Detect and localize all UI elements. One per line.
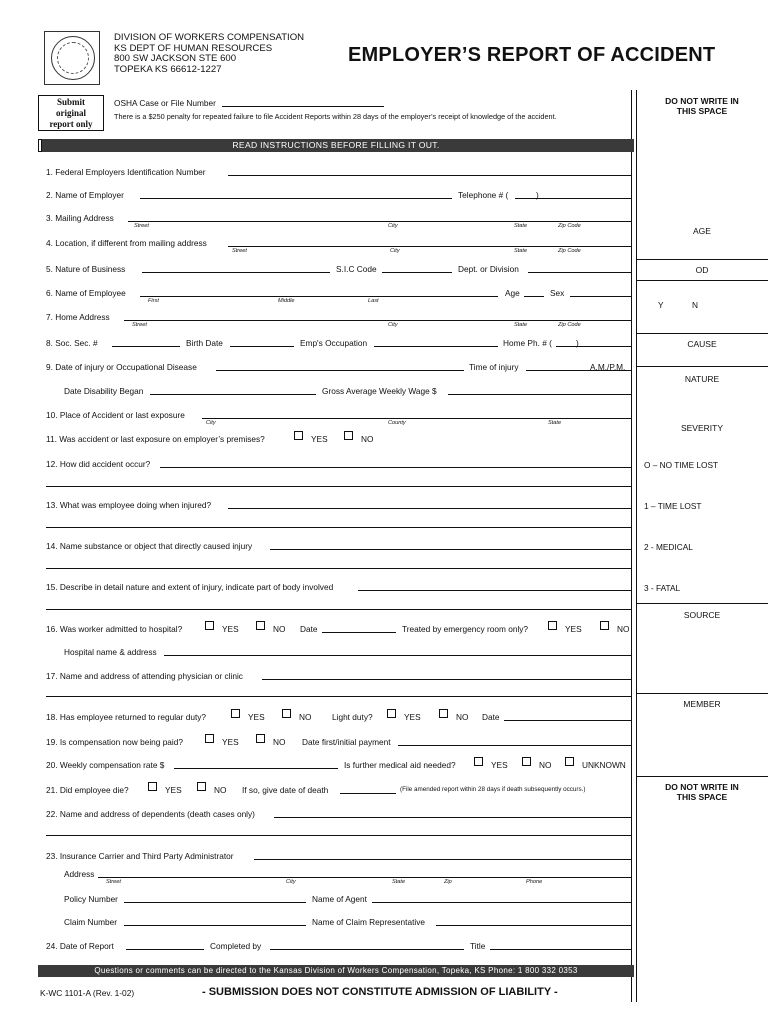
er-yes-checkbox[interactable] (548, 621, 557, 630)
label-location: 4. Location, if different from mailing address (46, 238, 207, 248)
age-input[interactable] (524, 296, 544, 297)
sub-state: State (514, 248, 528, 254)
hospital-name-input[interactable] (164, 655, 632, 656)
comp-yes-checkbox[interactable] (205, 734, 214, 743)
label-first-payment: Date first/initial payment (302, 737, 391, 747)
date-death-input[interactable] (340, 793, 396, 794)
sub-zip: Zip Code (558, 322, 581, 328)
label-date-death: If so, give date of death (242, 785, 329, 795)
sub-first: First (148, 298, 159, 304)
side-member: MEMBER (683, 699, 721, 709)
yes-label: YES (222, 737, 239, 747)
premises-no-checkbox[interactable] (344, 431, 353, 440)
label-birth-date: Birth Date (186, 338, 223, 348)
sub-zip: Zip (444, 879, 452, 885)
label-physician: 17. Name and address of attending physician or clinic (46, 671, 243, 681)
label-compensation-paid: 19. Is compensation now being paid? (46, 737, 183, 747)
no-label: NO (214, 785, 227, 795)
sub-street: Street (134, 223, 149, 229)
sub-last: Last (368, 298, 379, 304)
label-claim-number: Claim Number (64, 917, 118, 927)
label-doing-when-injured: 13. What was employee doing when injured? (46, 500, 212, 510)
label-sic: S.I.C Code (336, 264, 377, 274)
sub-city: City (286, 879, 296, 885)
label-how-occur: 12. How did accident occur? (46, 459, 151, 469)
disability-date-input[interactable] (150, 394, 316, 395)
label-occupation: Emp's Occupation (300, 338, 368, 348)
yes-label: YES (222, 624, 239, 634)
side-divider (637, 280, 768, 281)
die-yes-checkbox[interactable] (148, 782, 157, 791)
submit-line: original (55, 108, 86, 118)
medical-yes-checkbox[interactable] (474, 757, 483, 766)
duty-date-input[interactable] (504, 720, 632, 721)
no-label: NO (361, 434, 374, 444)
label-dependents: 22. Name and address of dependents (death cases only) (46, 809, 255, 819)
org-line: DIVISION OF WORKERS COMPENSATION (114, 32, 305, 43)
home-address-input[interactable] (124, 320, 632, 321)
sub-state: State (392, 879, 406, 885)
side-nature: NATURE (684, 374, 720, 384)
label-ssn: 8. Soc. Sec. # (46, 338, 98, 348)
bar-cap (38, 139, 42, 152)
side-severity: SEVERITY (680, 423, 724, 433)
osha-label: OSHA Case or File Number (114, 98, 216, 108)
side-n: N (692, 300, 698, 310)
label-hospital: 16. Was worker admitted to hospital? (46, 624, 183, 634)
sex-input[interactable] (570, 296, 632, 297)
claim-rep-input[interactable] (436, 925, 632, 926)
org-line: TOPEKA KS 66612-1227 (114, 63, 222, 75)
no-label: NO (539, 760, 552, 770)
no-label: NO (617, 624, 630, 634)
submit-original-box (38, 95, 104, 131)
side-divider (637, 776, 768, 777)
policy-input[interactable] (124, 902, 306, 903)
penalty-note: There is a $250 penalty for repeated failure to file Accident Reports within 28 days of the employer’s receipt of knowledge of the accident. (114, 112, 557, 121)
label-dept: Dept. or Division (458, 264, 519, 274)
duty-yes-checkbox[interactable] (231, 709, 240, 718)
label-insurance: 23. Insurance Carrier and Third Party Administrator (46, 851, 234, 861)
sub-street: Street (106, 879, 121, 885)
label-employer: 2. Name of Employer (46, 190, 124, 200)
injury-detail-input[interactable] (358, 590, 632, 591)
home-phone-input[interactable] (556, 346, 632, 347)
place-accident-input[interactable] (202, 418, 632, 419)
sub-street: Street (132, 322, 147, 328)
ssn-input[interactable] (112, 346, 180, 347)
hospital-yes-checkbox[interactable] (205, 621, 214, 630)
agent-input[interactable] (372, 902, 632, 903)
sub-street: Street (232, 248, 247, 254)
label-fein: 1. Federal Employers Identification Number (46, 167, 206, 177)
sic-input[interactable] (382, 272, 452, 273)
label-date-injury: 9. Date of injury or Occupational Disease (46, 362, 197, 372)
label-date: Date (300, 624, 318, 634)
do-not-write-bottom: DO NOT WRITE IN THIS SPACE (665, 782, 739, 802)
light-no-checkbox[interactable] (439, 709, 448, 718)
sub-city: City (388, 322, 398, 328)
light-yes-checkbox[interactable] (387, 709, 396, 718)
label-injury-detail: 15. Describe in detail nature and extent of injury, indicate part of body involved (46, 582, 334, 592)
claim-number-input[interactable] (124, 925, 306, 926)
dept-input[interactable] (528, 272, 632, 273)
side-divider (637, 259, 768, 260)
side-source: SOURCE (683, 610, 721, 620)
label-claim-rep: Name of Claim Representative (312, 917, 425, 927)
label-sex: Sex (550, 288, 565, 298)
dependents-input[interactable] (274, 817, 632, 818)
form-id: K-WC 1101-A (Rev. 1-02) (40, 988, 135, 998)
form-title: EMPLOYER’S REPORT OF ACCIDENT (348, 44, 716, 66)
completed-by-input[interactable] (270, 949, 464, 950)
yes-label: YES (491, 760, 508, 770)
sub-phone: Phone (526, 879, 543, 885)
fein-input[interactable] (228, 175, 632, 176)
phone-close: ) (536, 190, 539, 200)
label-date-report: 24. Date of Report (46, 941, 114, 951)
label-light-duty: Light duty? (332, 712, 373, 722)
physician-input-2[interactable] (46, 696, 632, 697)
employer-name-input[interactable] (140, 198, 452, 199)
side-divider (637, 333, 768, 334)
sub-zip: Zip Code (558, 223, 581, 229)
label-place-accident: 10. Place of Accident or last exposure (46, 410, 185, 420)
state-seal-icon (44, 31, 100, 85)
label-premises: 11. Was accident or last exposure on employer’s premises? (46, 434, 265, 444)
label-nature-business: 5. Nature of Business (46, 264, 126, 274)
yes-label: YES (404, 712, 421, 722)
label-employee-die: 21. Did employee die? (46, 785, 129, 795)
label-policy: Policy Number (64, 894, 118, 904)
hospital-no-checkbox[interactable] (256, 621, 265, 630)
how-occur-input-2[interactable] (46, 486, 632, 487)
label-title: Title (470, 941, 486, 951)
side-divider (637, 693, 768, 694)
no-label: NO (299, 712, 312, 722)
comp-no-checkbox[interactable] (256, 734, 265, 743)
label-ampm: A.M./P.M. (590, 362, 626, 372)
instructions-bar: READ INSTRUCTIONS BEFORE FILLING IT OUT. (38, 139, 634, 152)
label-disability-began: Date Disability Began (64, 386, 144, 396)
er-no-checkbox[interactable] (600, 621, 609, 630)
date-injury-input[interactable] (216, 370, 464, 371)
medical-no-checkbox[interactable] (522, 757, 531, 766)
yes-label: YES (248, 712, 265, 722)
side-rule (631, 90, 632, 1002)
sub-state: State (514, 322, 528, 328)
label-telephone: Telephone # ( (458, 190, 509, 200)
side-od: OD (695, 265, 709, 275)
insurance-input[interactable] (254, 859, 632, 860)
physician-input[interactable] (262, 679, 632, 680)
side-divider (637, 366, 768, 367)
label-weekly-wage: Gross Average Weekly Wage $ (322, 386, 437, 396)
phone-close: ) (576, 338, 579, 348)
no-label: NO (273, 624, 286, 634)
side-age: AGE (693, 226, 711, 236)
side-medical: 2 - MEDICAL (644, 542, 693, 552)
label-weekly-rate: 20. Weekly compensation rate $ (46, 760, 165, 770)
employer-phone-input[interactable] (515, 198, 632, 199)
yes-label: YES (565, 624, 582, 634)
label-regular-duty: 18. Has employee returned to regular duty? (46, 712, 207, 722)
birth-date-input[interactable] (230, 346, 294, 347)
side-y: Y (658, 300, 664, 310)
side-divider (637, 603, 768, 604)
submit-line: report only (49, 119, 93, 129)
label-ins-address: Address (64, 869, 95, 879)
side-time-lost: 1 – TIME LOST (644, 501, 702, 511)
weekly-rate-input[interactable] (174, 768, 338, 769)
label-employee-name: 6. Name of Employee (46, 288, 126, 298)
die-no-checkbox[interactable] (197, 782, 206, 791)
no-label: NO (273, 737, 286, 747)
date-report-input[interactable] (126, 949, 204, 950)
org-line: 800 SW JACKSON STE 600 (114, 53, 237, 65)
sub-city: City (388, 223, 398, 229)
duty-no-checkbox[interactable] (282, 709, 291, 718)
location-input[interactable] (228, 246, 632, 247)
sub-middle: Middle (278, 298, 295, 304)
sub-state: State (548, 420, 562, 426)
substance-input-2[interactable] (46, 568, 632, 569)
occupation-input[interactable] (374, 346, 498, 347)
doing-input[interactable] (228, 508, 632, 509)
liability-notice: - SUBMISSION DOES NOT CONSTITUTE ADMISSION OF LIABILITY - (202, 986, 558, 998)
hospital-date-input[interactable] (322, 632, 396, 633)
employee-name-input[interactable] (140, 296, 498, 297)
yes-label: YES (311, 434, 328, 444)
ins-address-input[interactable] (98, 877, 632, 878)
yes-label: YES (165, 785, 182, 795)
mailing-address-input[interactable] (128, 221, 632, 222)
first-payment-input[interactable] (398, 745, 632, 746)
submit-line: Submit (56, 97, 85, 107)
doing-input-2[interactable] (46, 527, 632, 528)
label-medical-aid: Is further medical aid needed? (344, 760, 456, 770)
side-cause: CAUSE (687, 339, 717, 349)
title-input[interactable] (490, 949, 632, 950)
premises-yes-checkbox[interactable] (294, 431, 303, 440)
osha-input[interactable] (222, 106, 384, 107)
label-mailing-address: 3. Mailing Address (46, 213, 114, 223)
weekly-wage-input[interactable] (448, 394, 632, 395)
label-date: Date (482, 712, 500, 722)
sub-zip: Zip Code (558, 248, 581, 254)
sub-city: City (206, 420, 216, 426)
sub-city: City (390, 248, 400, 254)
injury-detail-input-2[interactable] (46, 609, 632, 610)
label-completed-by: Completed by (210, 941, 262, 951)
do-not-write-top: DO NOT WRITE IN THIS SPACE (665, 96, 739, 116)
label-substance: 14. Name substance or object that directly caused injury (46, 541, 253, 551)
no-label: NO (456, 712, 469, 722)
sub-county: County (388, 420, 406, 426)
nature-business-input[interactable] (142, 272, 330, 273)
label-home-address: 7. Home Address (46, 312, 110, 322)
agency-address (114, 33, 304, 75)
label-age: Age (505, 288, 520, 298)
org-line: KS DEPT OF HUMAN RESOURCES (114, 42, 273, 54)
contact-bar: Questions or comments can be directed to the Kansas Division of Workers Compensation, Topeka, KS Phone: 1 800 332 0353 (38, 965, 634, 977)
amended-note: (File amended report within 28 days if death subsequently occurs.) (400, 786, 586, 793)
dependents-input-2[interactable] (46, 835, 632, 836)
sub-state: State (514, 223, 528, 229)
unknown-label: UNKNOWN (582, 760, 626, 770)
label-er-only: Treated by emergency room only? (402, 624, 529, 634)
medical-unknown-checkbox[interactable] (565, 757, 574, 766)
substance-input[interactable] (270, 549, 632, 550)
label-hospital-name: Hospital name & address (64, 647, 157, 657)
how-occur-input[interactable] (160, 467, 632, 468)
label-time-injury: Time of injury (469, 362, 519, 372)
side-fatal: 3 - FATAL (644, 583, 681, 593)
label-home-phone: Home Ph. # ( (503, 338, 552, 348)
side-no-time-lost: O – NO TIME LOST (644, 460, 719, 470)
label-agent: Name of Agent (312, 894, 367, 904)
